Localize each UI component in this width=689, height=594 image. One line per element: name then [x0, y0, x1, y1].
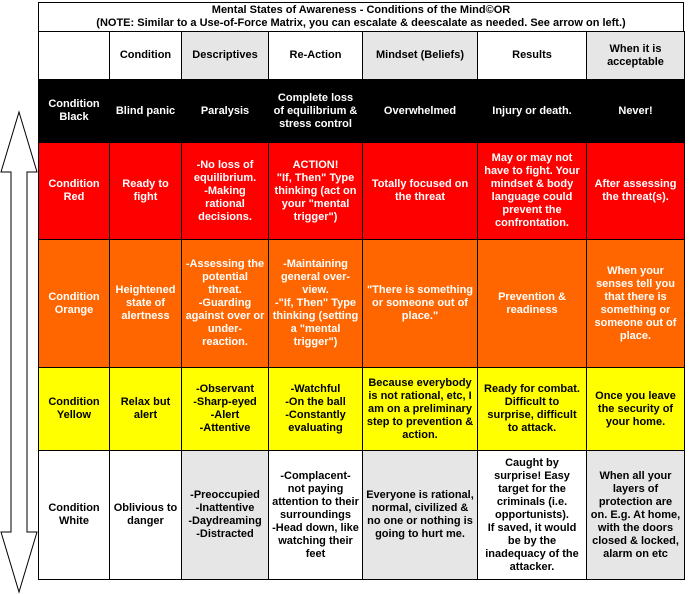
results-cell: Prevention & readiness	[478, 240, 587, 368]
header-when-acceptable: When it is acceptable	[587, 32, 685, 80]
mindset-cell: Because everybody is not rational, etc, I am on a preliminary step to prevention & action.	[363, 368, 478, 451]
results-cell: Ready for combat. Difficult to surprise, difficult to attack.	[478, 368, 587, 451]
header-blank	[39, 32, 110, 80]
condition-black-row	[39, 80, 685, 143]
row-label: Condition Yellow	[39, 368, 110, 451]
acceptable-cell: After assessing the threat(s).	[587, 143, 685, 240]
condition-cell: Blind panic	[110, 80, 182, 143]
condition-cell: Ready to fight	[110, 143, 182, 240]
condition-white-row	[39, 451, 685, 580]
header-mindset: Mindset (Beliefs)	[363, 32, 478, 80]
header-descriptives: Descriptives	[182, 32, 269, 80]
reaction-cell: -Complacent- not paying attention to their surroundings -Head down, like watching their feet	[269, 451, 363, 580]
row-label: Condition Orange	[39, 240, 110, 368]
reaction-cell: -Watchful -On the ball -Constantly evaluating	[269, 368, 363, 451]
condition-cell: Oblivious to danger	[110, 451, 182, 580]
row-label: Condition Red	[39, 143, 110, 240]
results-cell: Caught by surprise! Easy target for the criminals (i.e. opportunists). If saved, it would be by the inadequacy of the attacker.	[478, 451, 587, 580]
descriptives-cell: Paralysis	[182, 80, 269, 143]
reaction-cell: Complete loss of equilibrium & stress control	[269, 80, 363, 143]
acceptable-cell: When all your layers of protection are on. E.g. At home, with the doors closed & locked, alarm on etc	[587, 451, 685, 580]
reaction-cell: ACTION! "If, Then" Type thinking (act on your "mental trigger")	[269, 143, 363, 240]
header-condition: Condition	[110, 32, 182, 80]
title-line-1: Mental States of Awareness - Conditions of the Mind©OR	[211, 4, 511, 16]
condition-orange-row	[39, 240, 685, 368]
row-label: Condition White	[39, 451, 110, 580]
condition-yellow-row	[39, 368, 685, 451]
condition-red-row	[39, 143, 685, 240]
results-cell: Injury or death.	[478, 80, 587, 143]
mindset-cell: Totally focused on the threat	[363, 143, 478, 240]
descriptives-cell: -Observant -Sharp-eyed -Alert -Attentive	[182, 368, 269, 451]
header-results: Results	[478, 32, 587, 80]
document-title	[38, 2, 684, 32]
acceptable-cell: Once you leave the security of your home.	[587, 368, 685, 451]
header-reaction: Re-Action	[269, 32, 363, 80]
double-arrow-icon	[0, 110, 38, 594]
reaction-cell: -Maintaining general over-view. -"If, Then" Type thinking (setting a "mental trigger")	[269, 240, 363, 368]
results-cell: May or may not have to fight. Your mindset & body language could prevent the confrontation.	[478, 143, 587, 240]
condition-cell: Relax but alert	[110, 368, 182, 451]
row-label: Condition Black	[39, 80, 110, 143]
header-row	[39, 32, 685, 80]
title-line-2: (NOTE: Similar to a Use-of-Force Matrix, you can escalate & deescalate as needed. See arrow on left.)	[96, 17, 626, 29]
condition-cell: Heightened state of alertness	[110, 240, 182, 368]
mindset-cell: Everyone is rational, normal, civilized & no one or nothing is going to hurt me.	[363, 451, 478, 580]
acceptable-cell: Never!	[587, 80, 685, 143]
descriptives-cell: -Assessing the potential threat. -Guarding against over or under-reaction.	[182, 240, 269, 368]
acceptable-cell: When your senses tell you that there is something or someone out of place.	[587, 240, 685, 368]
descriptives-cell: -No loss of equilibrium. -Making rational decisions.	[182, 143, 269, 240]
mindset-cell: "There is something or someone out of place."	[363, 240, 478, 368]
mindset-cell: Overwhelmed	[363, 80, 478, 143]
conditions-table	[38, 31, 685, 580]
descriptives-cell: -Preoccupied -Inattentive -Daydreaming -Distracted	[182, 451, 269, 580]
